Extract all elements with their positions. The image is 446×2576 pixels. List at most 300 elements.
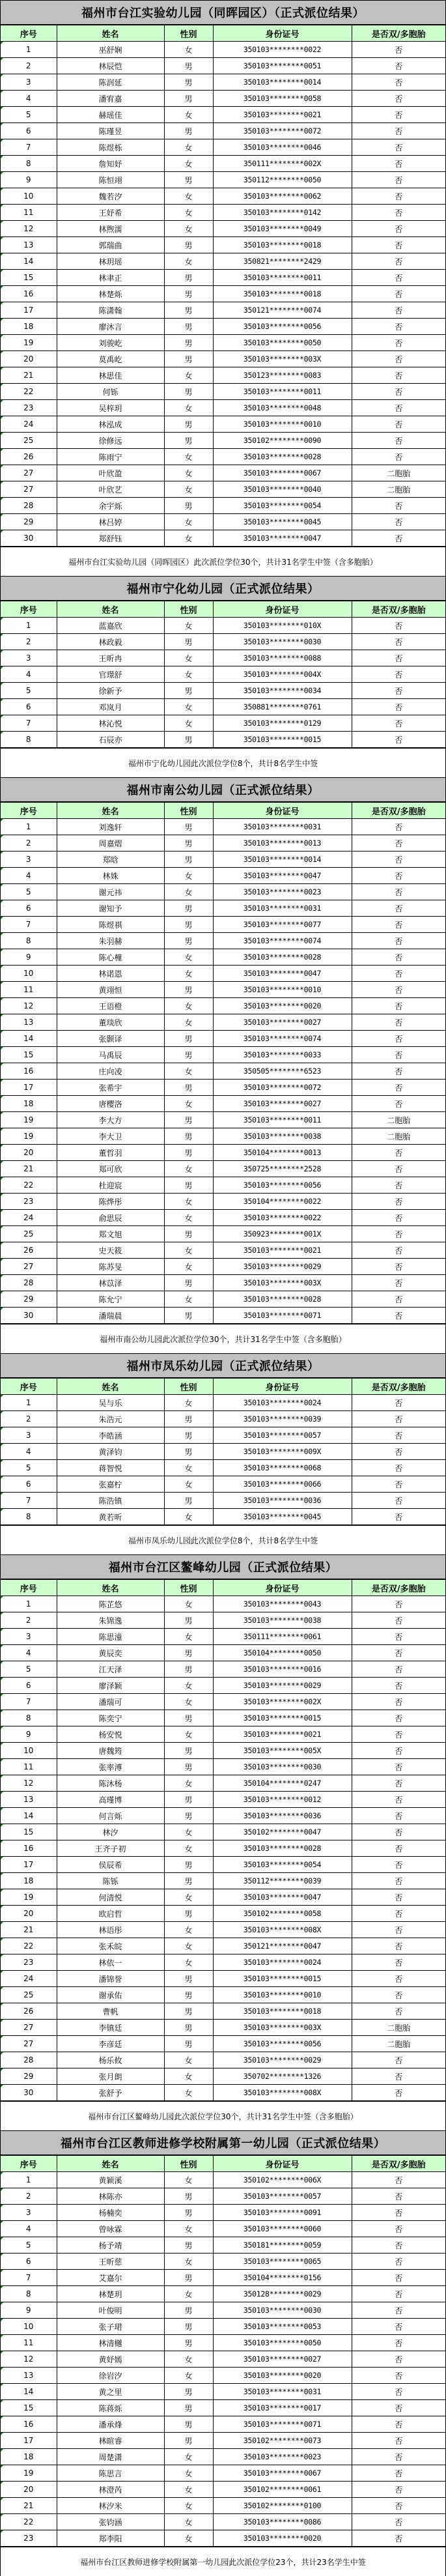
cell-twins[interactable]: 否 <box>352 2400 445 2416</box>
cell-name[interactable]: 林聿正 <box>57 270 164 286</box>
cell-seq[interactable]: 23 <box>1 400 57 416</box>
cell-id-number[interactable]: 350103********0030 <box>213 1759 352 1775</box>
cell-id-number[interactable]: 350505********6523 <box>213 1063 352 1080</box>
cell-id-number[interactable]: 350103********003X <box>213 351 352 367</box>
header-name[interactable]: 姓名 <box>57 1580 164 1596</box>
cell-id-number[interactable]: 350103********0043 <box>213 1596 352 1612</box>
header-id-number[interactable]: 身份证号 <box>213 25 352 42</box>
cell-id-number[interactable]: 350104********0022 <box>213 1194 352 1210</box>
cell-name[interactable]: 张子珺 <box>57 2319 164 2335</box>
cell-gender[interactable]: 男 <box>164 286 213 302</box>
cell-gender[interactable]: 女 <box>164 253 213 270</box>
cell-gender[interactable]: 女 <box>164 949 213 966</box>
cell-twins[interactable]: 否 <box>352 2221 445 2237</box>
cell-seq[interactable]: 27 <box>1 465 57 481</box>
cell-gender[interactable]: 男 <box>164 1759 213 1775</box>
header-seq[interactable]: 序号 <box>1 601 57 618</box>
cell-id-number[interactable]: 350103********0060 <box>213 2221 352 2237</box>
cell-gender[interactable]: 男 <box>164 319 213 335</box>
cell-seq[interactable]: 4 <box>1 868 57 884</box>
cell-twins[interactable]: 否 <box>352 2368 445 2384</box>
cell-seq[interactable]: 22 <box>1 2514 57 2530</box>
cell-name[interactable]: 廖沐言 <box>57 319 164 335</box>
cell-id-number[interactable]: 350112********0050 <box>213 172 352 188</box>
cell-id-number[interactable]: 350103********0023 <box>213 884 352 900</box>
cell-seq[interactable]: 22 <box>1 1938 57 1954</box>
cell-seq[interactable]: 27 <box>1 2036 57 2052</box>
cell-id-number[interactable]: 350103********0066 <box>213 1476 352 1493</box>
cell-name[interactable]: 张禾皖 <box>57 1938 164 1954</box>
cell-seq[interactable]: 25 <box>1 433 57 449</box>
cell-id-number[interactable]: 350103********0047 <box>213 1889 352 1906</box>
cell-id-number[interactable]: 350103********0018 <box>213 237 352 253</box>
cell-seq[interactable]: 3 <box>1 1427 57 1444</box>
cell-twins[interactable]: 否 <box>352 1177 445 1194</box>
cell-name[interactable]: 王妤希 <box>57 205 164 221</box>
cell-name[interactable]: 董哲羽 <box>57 1145 164 1161</box>
cell-gender[interactable]: 女 <box>164 618 213 634</box>
cell-gender[interactable]: 男 <box>164 91 213 107</box>
cell-gender[interactable]: 男 <box>164 2302 213 2319</box>
cell-seq[interactable]: 30 <box>1 2085 57 2101</box>
cell-name[interactable]: 曹帆 <box>57 2003 164 2020</box>
cell-id-number[interactable]: 350103********0027 <box>213 2351 352 2368</box>
cell-seq[interactable]: 12 <box>1 998 57 1014</box>
cell-twins[interactable]: 二胞胎 <box>352 481 445 498</box>
cell-seq[interactable]: 20 <box>1 351 57 367</box>
cell-id-number[interactable]: 350103********0016 <box>213 1661 352 1678</box>
cell-gender[interactable]: 男 <box>164 1661 213 1678</box>
cell-name[interactable]: 谢知予 <box>57 900 164 917</box>
cell-id-number[interactable]: 350103********0057 <box>213 2188 352 2205</box>
cell-id-number[interactable]: 350103********0071 <box>213 2416 352 2433</box>
cell-seq[interactable]: 17 <box>1 1080 57 1096</box>
cell-id-number[interactable]: 350102********0073 <box>213 2433 352 2449</box>
cell-twins[interactable]: 否 <box>352 1726 445 1743</box>
cell-seq[interactable]: 5 <box>1 884 57 900</box>
cell-name[interactable]: 黄翊恒 <box>57 982 164 998</box>
cell-seq[interactable]: 19 <box>1 1112 57 1128</box>
header-gender[interactable]: 性别 <box>164 1580 213 1596</box>
cell-id-number[interactable]: 350103********0054 <box>213 1857 352 1873</box>
cell-id-number[interactable]: 350102********0058 <box>213 1906 352 1922</box>
cell-name[interactable]: 杜迎宸 <box>57 1177 164 1194</box>
cell-id-number[interactable]: 350104********0156 <box>213 2270 352 2286</box>
cell-twins[interactable]: 否 <box>352 1792 445 1808</box>
cell-name[interactable]: 邓岚月 <box>57 699 164 715</box>
cell-name[interactable]: 艾嘉尔 <box>57 2270 164 2286</box>
header-gender[interactable]: 性别 <box>164 803 213 819</box>
cell-id-number[interactable]: 350103********0086 <box>213 2514 352 2530</box>
cell-gender[interactable]: 女 <box>164 465 213 481</box>
cell-name[interactable]: 蒋智悦 <box>57 1460 164 1476</box>
cell-twins[interactable]: 否 <box>352 1308 445 1324</box>
cell-gender[interactable]: 男 <box>164 1987 213 2003</box>
cell-gender[interactable]: 男 <box>164 1427 213 1444</box>
cell-id-number[interactable]: 350103********0010 <box>213 1987 352 2003</box>
cell-seq[interactable]: 23 <box>1 1194 57 1210</box>
cell-name[interactable]: 黄泽钧 <box>57 1444 164 1460</box>
cell-name[interactable]: 何铄 <box>57 384 164 400</box>
cell-seq[interactable]: 29 <box>1 1291 57 1308</box>
cell-seq[interactable]: 1 <box>1 1395 57 1411</box>
cell-name[interactable]: 廖泽颖 <box>57 1678 164 1694</box>
cell-name[interactable]: 林诺恩 <box>57 966 164 982</box>
cell-gender[interactable]: 女 <box>164 188 213 205</box>
cell-seq[interactable]: 19 <box>1 2465 57 2482</box>
cell-id-number[interactable]: 350103********0014 <box>213 852 352 868</box>
cell-name[interactable]: 黄颖溪 <box>57 2172 164 2188</box>
cell-twins[interactable]: 否 <box>352 1710 445 1726</box>
cell-twins[interactable]: 否 <box>352 1460 445 1476</box>
cell-seq[interactable]: 9 <box>1 949 57 966</box>
cell-gender[interactable]: 男 <box>164 1906 213 1922</box>
cell-id-number[interactable]: 350103********008X <box>213 2085 352 2101</box>
cell-seq[interactable]: 3 <box>1 1629 57 1645</box>
cell-twins[interactable]: 否 <box>352 1678 445 1694</box>
cell-twins[interactable]: 否 <box>352 2498 445 2514</box>
cell-seq[interactable]: 16 <box>1 1063 57 1080</box>
cell-gender[interactable]: 男 <box>164 2319 213 2335</box>
cell-id-number[interactable]: 350103********0051 <box>213 58 352 74</box>
cell-seq[interactable]: 4 <box>1 666 57 683</box>
cell-id-number[interactable]: 350121********0074 <box>213 302 352 319</box>
cell-id-number[interactable]: 350103********0015 <box>213 732 352 748</box>
cell-twins[interactable]: 否 <box>352 514 445 530</box>
cell-id-number[interactable]: 350103********0013 <box>213 835 352 852</box>
cell-twins[interactable]: 否 <box>352 367 445 384</box>
cell-seq[interactable]: 1 <box>1 42 57 58</box>
cell-id-number[interactable]: 350103********0021 <box>213 107 352 123</box>
cell-twins[interactable]: 否 <box>352 1645 445 1661</box>
cell-name[interactable]: 谢元祎 <box>57 884 164 900</box>
cell-gender[interactable]: 男 <box>164 1743 213 1759</box>
cell-twins[interactable]: 否 <box>352 351 445 367</box>
cell-seq[interactable]: 3 <box>1 650 57 666</box>
cell-gender[interactable]: 男 <box>164 1145 213 1161</box>
header-twins[interactable]: 是否双/多胞胎 <box>352 1379 445 1395</box>
cell-gender[interactable]: 女 <box>164 1259 213 1275</box>
cell-seq[interactable]: 15 <box>1 1824 57 1840</box>
cell-seq[interactable]: 1 <box>1 819 57 835</box>
cell-name[interactable]: 陈芷悠 <box>57 1596 164 1612</box>
cell-twins[interactable]: 否 <box>352 2465 445 2482</box>
cell-name[interactable]: 王昕慈 <box>57 2254 164 2270</box>
cell-id-number[interactable]: 350103********003X <box>213 1275 352 1291</box>
cell-twins[interactable]: 否 <box>352 732 445 748</box>
cell-seq[interactable]: 19 <box>1 1889 57 1906</box>
cell-name[interactable]: 李彦廷 <box>57 2036 164 2052</box>
header-name[interactable]: 姓名 <box>57 1379 164 1395</box>
cell-name[interactable]: 陈奕宁 <box>57 1710 164 1726</box>
cell-name[interactable]: 林暄睿 <box>57 2433 164 2449</box>
cell-twins[interactable]: 否 <box>352 1971 445 1987</box>
cell-id-number[interactable]: 350103********0027 <box>213 1014 352 1031</box>
cell-id-number[interactable]: 350821********2429 <box>213 253 352 270</box>
cell-twins[interactable]: 否 <box>352 2433 445 2449</box>
cell-gender[interactable]: 女 <box>164 1161 213 1177</box>
cell-twins[interactable]: 否 <box>352 1275 445 1291</box>
cell-id-number[interactable]: 350881********0761 <box>213 699 352 715</box>
cell-seq[interactable]: 17 <box>1 302 57 319</box>
cell-twins[interactable]: 否 <box>352 1612 445 1629</box>
cell-id-number[interactable]: 350111********002X <box>213 156 352 172</box>
cell-seq[interactable]: 14 <box>1 253 57 270</box>
cell-name[interactable]: 徐新予 <box>57 683 164 699</box>
cell-seq[interactable]: 17 <box>1 2433 57 2449</box>
cell-gender[interactable]: 女 <box>164 205 213 221</box>
cell-name[interactable]: 陈浩镇 <box>57 1493 164 1509</box>
cell-gender[interactable]: 男 <box>164 74 213 91</box>
cell-name[interactable]: 杨予靖 <box>57 2237 164 2254</box>
cell-twins[interactable]: 否 <box>352 868 445 884</box>
cell-seq[interactable]: 7 <box>1 715 57 732</box>
header-twins[interactable]: 是否双/多胞胎 <box>352 1580 445 1596</box>
cell-seq[interactable]: 6 <box>1 1476 57 1493</box>
cell-name[interactable]: 李皓涵 <box>57 1427 164 1444</box>
cell-twins[interactable]: 否 <box>352 2416 445 2433</box>
cell-seq[interactable]: 10 <box>1 188 57 205</box>
cell-twins[interactable]: 否 <box>352 819 445 835</box>
cell-twins[interactable]: 否 <box>352 1509 445 1525</box>
cell-gender[interactable]: 女 <box>164 1395 213 1411</box>
cell-seq[interactable]: 22 <box>1 1177 57 1194</box>
cell-twins[interactable]: 否 <box>352 1259 445 1275</box>
cell-id-number[interactable]: 350103********0014 <box>213 74 352 91</box>
cell-gender[interactable]: 女 <box>164 2254 213 2270</box>
cell-id-number[interactable]: 350103********003X <box>213 2020 352 2036</box>
cell-name[interactable]: 石辰亦 <box>57 732 164 748</box>
cell-seq[interactable]: 11 <box>1 1759 57 1775</box>
cell-id-number[interactable]: 350103********0072 <box>213 1080 352 1096</box>
cell-id-number[interactable]: 350103********0018 <box>213 2003 352 2020</box>
cell-gender[interactable]: 女 <box>164 1476 213 1493</box>
cell-seq[interactable]: 2 <box>1 634 57 650</box>
cell-name[interactable]: 周嘉熠 <box>57 835 164 852</box>
cell-id-number[interactable]: 350123********0083 <box>213 367 352 384</box>
cell-twins[interactable]: 否 <box>352 416 445 433</box>
cell-seq[interactable]: 18 <box>1 2449 57 2465</box>
cell-twins[interactable]: 否 <box>352 1596 445 1612</box>
cell-twins[interactable]: 否 <box>352 2530 445 2547</box>
header-seq[interactable]: 序号 <box>1 803 57 819</box>
cell-gender[interactable]: 女 <box>164 156 213 172</box>
cell-seq[interactable]: 30 <box>1 1308 57 1324</box>
header-twins[interactable]: 是否双/多胞胎 <box>352 601 445 618</box>
cell-name[interactable]: 江天泽 <box>57 1661 164 1678</box>
cell-name[interactable]: 黄辰奕 <box>57 1645 164 1661</box>
cell-id-number[interactable]: 350103********0054 <box>213 498 352 514</box>
cell-id-number[interactable]: 350103********0015 <box>213 1710 352 1726</box>
cell-id-number[interactable]: 350103********0015 <box>213 1971 352 1987</box>
cell-gender[interactable]: 男 <box>164 58 213 74</box>
cell-gender[interactable]: 男 <box>164 1645 213 1661</box>
cell-twins[interactable]: 否 <box>352 188 445 205</box>
cell-gender[interactable]: 女 <box>164 530 213 547</box>
cell-twins[interactable]: 否 <box>352 2449 445 2465</box>
cell-gender[interactable]: 女 <box>164 1938 213 1954</box>
cell-name[interactable]: 欧启哲 <box>57 1906 164 1922</box>
cell-seq[interactable]: 20 <box>1 1145 57 1161</box>
cell-gender[interactable]: 女 <box>164 2482 213 2498</box>
cell-seq[interactable]: 8 <box>1 732 57 748</box>
cell-id-number[interactable]: 350103********0058 <box>213 91 352 107</box>
cell-seq[interactable]: 8 <box>1 933 57 949</box>
cell-seq[interactable]: 9 <box>1 172 57 188</box>
cell-twins[interactable]: 否 <box>352 1096 445 1112</box>
cell-id-number[interactable]: 350102********0061 <box>213 2482 352 2498</box>
cell-seq[interactable]: 14 <box>1 1808 57 1824</box>
cell-id-number[interactable]: 350103********0071 <box>213 1308 352 1324</box>
cell-twins[interactable]: 否 <box>352 302 445 319</box>
cell-gender[interactable]: 女 <box>164 1460 213 1476</box>
cell-gender[interactable]: 女 <box>164 1840 213 1857</box>
cell-seq[interactable]: 13 <box>1 237 57 253</box>
cell-twins[interactable]: 否 <box>352 933 445 949</box>
cell-name[interactable]: 李大卫 <box>57 1128 164 1145</box>
cell-seq[interactable]: 27 <box>1 1259 57 1275</box>
cell-name[interactable]: 王齐子初 <box>57 1840 164 1857</box>
cell-seq[interactable]: 24 <box>1 1971 57 1987</box>
header-seq[interactable]: 序号 <box>1 25 57 42</box>
cell-gender[interactable]: 女 <box>164 2221 213 2237</box>
cell-gender[interactable]: 男 <box>164 1444 213 1460</box>
cell-gender[interactable]: 女 <box>164 2530 213 2547</box>
cell-name[interactable]: 朱锦逸 <box>57 1612 164 1629</box>
cell-id-number[interactable]: 350103********0027 <box>213 1096 352 1112</box>
cell-name[interactable]: 陈苏旻 <box>57 1259 164 1275</box>
cell-name[interactable]: 陈烨彤 <box>57 1194 164 1210</box>
cell-twins[interactable]: 否 <box>352 1080 445 1096</box>
cell-name[interactable]: 何言烁 <box>57 1808 164 1824</box>
cell-twins[interactable]: 否 <box>352 2052 445 2068</box>
cell-seq[interactable]: 2 <box>1 2188 57 2205</box>
header-id-number[interactable]: 身份证号 <box>213 1580 352 1596</box>
cell-seq[interactable]: 2 <box>1 835 57 852</box>
cell-name[interactable]: 叶欣艺 <box>57 481 164 498</box>
cell-twins[interactable]: 否 <box>352 699 445 715</box>
cell-name[interactable]: 杨安悦 <box>57 1726 164 1743</box>
cell-name[interactable]: 黄若昕 <box>57 1509 164 1525</box>
cell-gender[interactable]: 女 <box>164 1014 213 1031</box>
cell-twins[interactable]: 否 <box>352 286 445 302</box>
cell-name[interactable]: 杨乐攸 <box>57 2052 164 2068</box>
cell-twins[interactable]: 否 <box>352 884 445 900</box>
cell-id-number[interactable]: 350103********0040 <box>213 481 352 498</box>
cell-id-number[interactable]: 350103********0072 <box>213 123 352 139</box>
cell-name[interactable]: 郑可欣 <box>57 1161 164 1177</box>
cell-id-number[interactable]: 350103********0142 <box>213 205 352 221</box>
cell-seq[interactable]: 6 <box>1 900 57 917</box>
cell-seq[interactable]: 5 <box>1 107 57 123</box>
cell-id-number[interactable]: 350103********0011 <box>213 270 352 286</box>
cell-gender[interactable]: 男 <box>164 852 213 868</box>
cell-name[interactable]: 陈心橦 <box>57 949 164 966</box>
cell-id-number[interactable]: 350103********0011 <box>213 1112 352 1128</box>
cell-gender[interactable]: 男 <box>164 1808 213 1824</box>
header-name[interactable]: 姓名 <box>57 803 164 819</box>
cell-twins[interactable]: 否 <box>352 2003 445 2020</box>
cell-seq[interactable]: 17 <box>1 1857 57 1873</box>
cell-name[interactable]: 魏若汐 <box>57 188 164 205</box>
cell-gender[interactable]: 女 <box>164 1194 213 1210</box>
cell-id-number[interactable]: 350103********0028 <box>213 1291 352 1308</box>
cell-twins[interactable]: 否 <box>352 42 445 58</box>
cell-seq[interactable]: 9 <box>1 2302 57 2319</box>
cell-id-number[interactable]: 350103********0056 <box>213 319 352 335</box>
cell-id-number[interactable]: 350103********0048 <box>213 400 352 416</box>
cell-twins[interactable]: 二胞胎 <box>352 1112 445 1128</box>
cell-gender[interactable]: 男 <box>164 1873 213 1889</box>
cell-twins[interactable]: 否 <box>352 1824 445 1840</box>
section-summary-note[interactable]: 福州市台江区鳌峰幼儿园此次派位学位30个，共计31名学生中签（含多胞胎） <box>1 2101 445 2130</box>
cell-seq[interactable]: 12 <box>1 1775 57 1792</box>
cell-name[interactable]: 陈煜栎 <box>57 139 164 156</box>
cell-gender[interactable]: 女 <box>164 2498 213 2514</box>
cell-gender[interactable]: 男 <box>164 1792 213 1808</box>
header-gender[interactable]: 性别 <box>164 1379 213 1395</box>
header-twins[interactable]: 是否双/多胞胎 <box>352 25 445 42</box>
cell-name[interactable]: 林玥瑶 <box>57 253 164 270</box>
cell-id-number[interactable]: 350103********0074 <box>213 933 352 949</box>
cell-seq[interactable]: 19 <box>1 335 57 351</box>
cell-id-number[interactable]: 350103********0021 <box>213 1726 352 1743</box>
cell-name[interactable]: 余宇烁 <box>57 498 164 514</box>
cell-name[interactable]: 杨楠奕 <box>57 2205 164 2221</box>
cell-name[interactable]: 林沁悦 <box>57 715 164 732</box>
cell-name[interactable]: 陈思潼 <box>57 1629 164 1645</box>
cell-id-number[interactable]: 350103********0021 <box>213 1242 352 1259</box>
cell-twins[interactable]: 否 <box>352 1629 445 1645</box>
cell-gender[interactable]: 女 <box>164 2286 213 2302</box>
cell-gender[interactable]: 男 <box>164 2188 213 2205</box>
cell-name[interactable]: 张希宇 <box>57 1080 164 1096</box>
cell-name[interactable]: 叶欣盈 <box>57 465 164 481</box>
cell-name[interactable]: 林楚玥 <box>57 2286 164 2302</box>
cell-twins[interactable]: 否 <box>352 2384 445 2400</box>
cell-twins[interactable]: 否 <box>352 2514 445 2530</box>
cell-name[interactable]: 林吕婷 <box>57 514 164 530</box>
cell-twins[interactable]: 否 <box>352 683 445 699</box>
cell-gender[interactable]: 男 <box>164 433 213 449</box>
cell-gender[interactable]: 男 <box>164 498 213 514</box>
cell-name[interactable]: 林汐米 <box>57 2498 164 2514</box>
cell-name[interactable]: 郑李阳 <box>57 2530 164 2547</box>
cell-seq[interactable]: 29 <box>1 2068 57 2085</box>
cell-seq[interactable]: 28 <box>1 2052 57 2068</box>
cell-seq[interactable]: 21 <box>1 367 57 384</box>
cell-seq[interactable]: 10 <box>1 966 57 982</box>
cell-twins[interactable]: 否 <box>352 1226 445 1242</box>
cell-id-number[interactable]: 350103********0029 <box>213 1259 352 1275</box>
cell-twins[interactable]: 否 <box>352 634 445 650</box>
cell-gender[interactable]: 男 <box>164 123 213 139</box>
cell-gender[interactable]: 女 <box>164 2368 213 2384</box>
cell-id-number[interactable]: 350103********008X <box>213 1922 352 1938</box>
cell-name[interactable]: 张月朗 <box>57 2068 164 2085</box>
cell-twins[interactable]: 否 <box>352 1938 445 1954</box>
cell-name[interactable]: 唐魏筠 <box>57 1743 164 1759</box>
cell-seq[interactable]: 20 <box>1 1906 57 1922</box>
cell-name[interactable]: 潘宥嘉 <box>57 91 164 107</box>
cell-name[interactable]: 吴梓玥 <box>57 400 164 416</box>
cell-name[interactable]: 董琰欣 <box>57 1014 164 1031</box>
cell-name[interactable]: 朱浩元 <box>57 1411 164 1427</box>
cell-id-number[interactable]: 350103********0018 <box>213 286 352 302</box>
cell-id-number[interactable]: 350103********0033 <box>213 1047 352 1063</box>
cell-id-number[interactable]: 350702********1326 <box>213 2068 352 2085</box>
cell-id-number[interactable]: 350103********0023 <box>213 2449 352 2465</box>
